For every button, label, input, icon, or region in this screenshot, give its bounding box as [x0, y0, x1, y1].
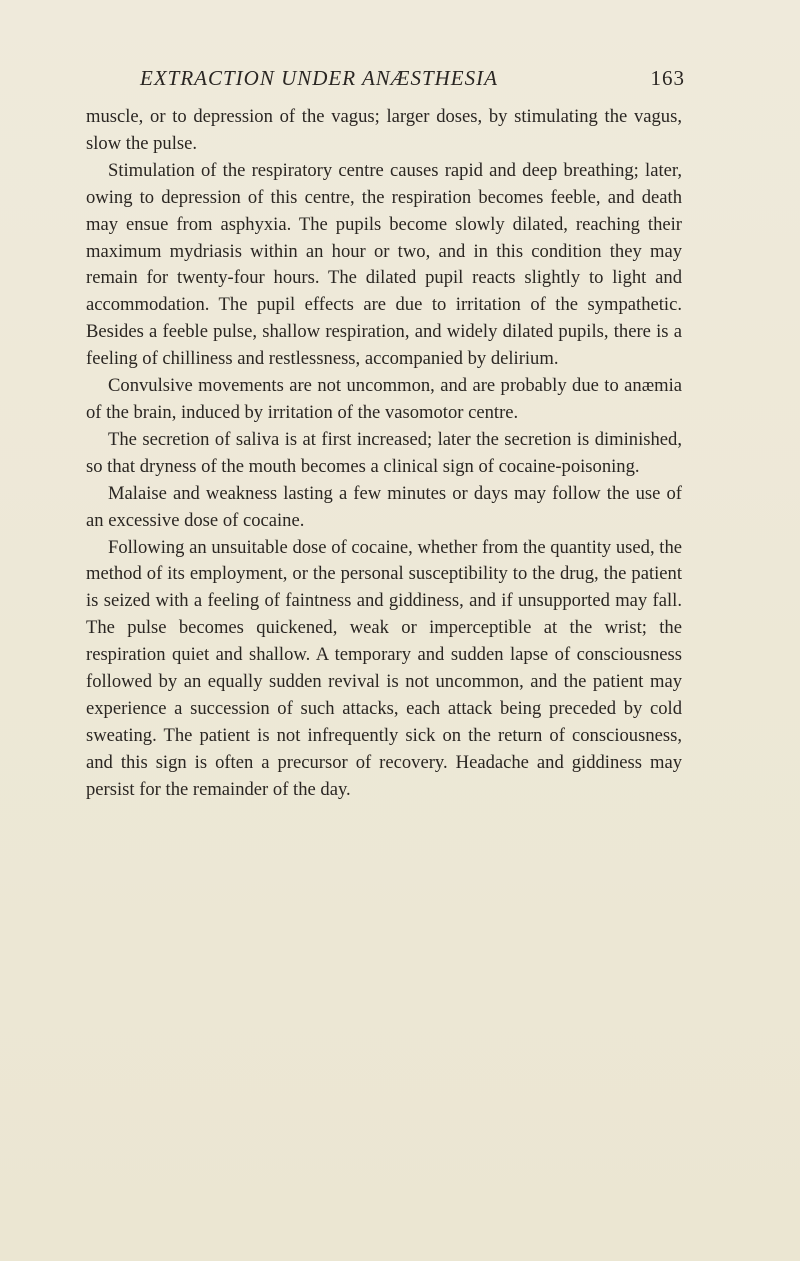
running-head — [140, 66, 685, 96]
paragraph: Malaise and weakness lasting a few minutes or days may follow the use of an excessive dose of cocaine. — [86, 482, 682, 531]
page-number: 163 — [650, 66, 685, 90]
paragraph: Convulsive movements are not uncommon, and are probably due to anæmia of the brain, induced by irritation of the vasomotor centre. — [86, 375, 682, 423]
paragraph: The secretion of saliva is at first increased; later the secretion is diminished, so that dryness of the mouth becomes a clinical sign of cocaine-poisoning. — [86, 428, 682, 477]
running-title: EXTRACTION UNDER ANÆSTHESIA — [140, 66, 498, 90]
paragraph: Following an unsuitable dose of cocaine, whether from the quantity used, the method of its employment, or the personal susceptibility to the drug, the patient is seized with a feeling of faintness and giddiness, and if unsupported may fall. The pulse becomes quickened, weak or imperceptible at the wrist; the respiration quiet and shallow. A temporary and sudden lapse of consciousness followed by an equally sudden revival is not uncommon, and the patient may experience a succession of such attacks, each attack being preceded by cold sweating. The patient is not infrequently sick on the return of consciousness, and this sign is often a precursor of recovery. Headache and giddiness may persist for the remainder of the day. — [86, 536, 682, 800]
paragraph: Stimulation of the respiratory centre causes rapid and deep breathing; later, owing to depression of this centre, the respiration becomes feeble, and death may ensue from asphyxia. The pupils become slowly dilated, reaching their maximum mydriasis within an hour or two, and in this condition they may remain for twenty-four hours. The dilated pupil reacts slightly to light and accommodation. The pupil effects are due to irritation of the sympathetic. Besides a feeble pulse, shallow respiration, and widely dilated pupils, there is a feeling of chilliness and restlessness, accompanied by delirium. — [86, 159, 682, 370]
paragraph: muscle, or to depression of the vagus; larger doses, by stimulating the vagus, slow the pulse. — [86, 106, 682, 154]
body-text — [86, 104, 682, 804]
